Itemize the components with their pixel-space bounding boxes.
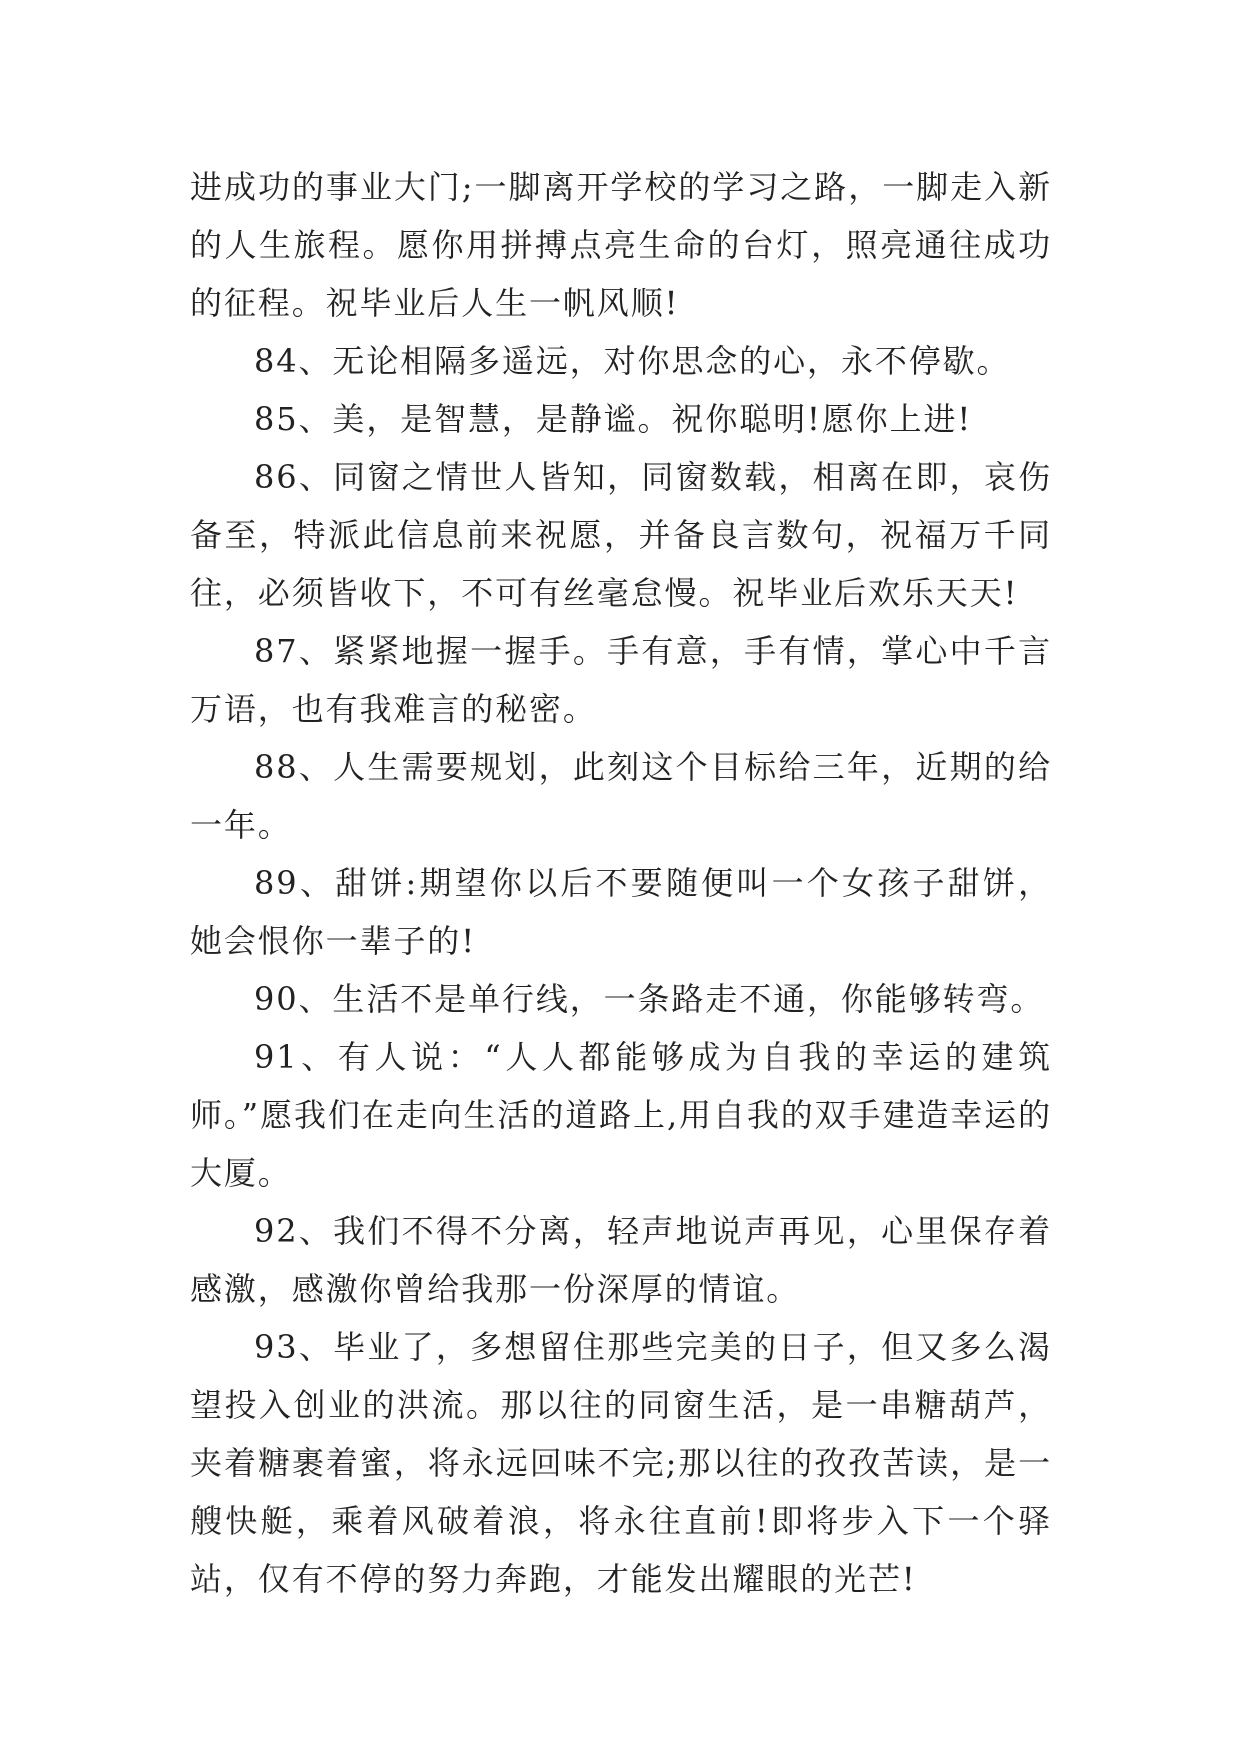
paragraph-86: 86、同窗之情世人皆知，同窗数载，相离在即，哀伤备至，特派此信息前来祝愿，并备良言数句，祝福万千同往，必须皆收下，不可有丝毫怠慢。祝毕业后欢乐天天! bbox=[190, 458, 1052, 612]
paragraph-90: 90、生活不是单行线，一条路走不通，你能够转弯。 bbox=[254, 980, 1045, 1018]
paragraph-85: 85、美，是智慧，是静谧。祝你聪明!愿你上进! bbox=[254, 400, 973, 438]
paragraph-92: 92、我们不得不分离，轻声地说声再见，心里保存着感激，感激你曾给我那一份深厚的情谊。 bbox=[190, 1212, 1052, 1308]
paragraph-91: 91、有人说：“人人都能够成为自我的幸运的建筑师。”愿我们在走向生活的道路上,用自我的双手建造幸运的大厦。 bbox=[190, 1038, 1052, 1192]
paragraph-93: 93、毕业了，多想留住那些完美的日子，但又多么渴望投入创业的洪流。那以往的同窗生活，是一串糖葫芦，夹着糖裹着蜜，将永远回味不完;那以往的孜孜苦读，是一艘快艇，乘着风破着浪，将永往直前!即将步入下一个驿站，仅有不停的努力奔跑，才能发出耀眼的光芒! bbox=[190, 1328, 1052, 1598]
paragraph-continuation: 进成功的事业大门;一脚离开学校的学习之路，一脚走入新的人生旅程。愿你用拼搏点亮生命的台灯，照亮通往成功的征程。祝毕业后人生一帆风顺! bbox=[190, 168, 1052, 322]
paragraph-87: 87、紧紧地握一握手。手有意，手有情，掌心中千言万语，也有我难言的秘密。 bbox=[190, 632, 1052, 728]
document-body bbox=[190, 158, 1052, 1608]
paragraph-88: 88、人生需要规划，此刻这个目标给三年，近期的给一年。 bbox=[190, 748, 1052, 844]
paragraph-84: 84、无论相隔多遥远，对你思念的心，永不停歇。 bbox=[254, 342, 1011, 380]
paragraph-89: 89、甜饼:期望你以后不要随便叫一个女孩子甜饼，她会恨你一辈子的! bbox=[190, 864, 1052, 960]
